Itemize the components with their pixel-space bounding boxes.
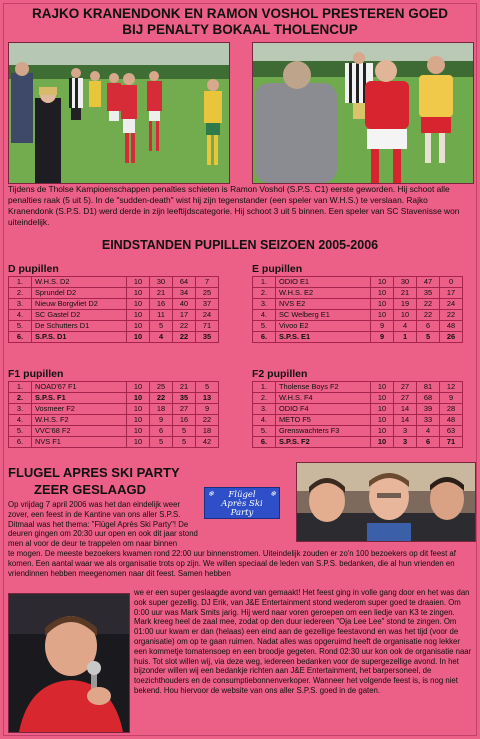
team-name-cell: ODIO E1 [276,277,371,288]
table-row [9,437,219,448]
team-name-cell: W.H.S. F4 [276,393,371,404]
stat-cell: 71 [196,321,219,332]
stat-cell: 10 [127,393,150,404]
stat-cell: 48 [440,321,463,332]
party-logo-badge [204,487,280,519]
rank-cell: 6. [253,332,276,343]
rank-cell: 1. [9,277,32,288]
table-row [253,415,463,426]
table-title-d-pupillen: D pupillen [8,263,59,275]
stat-cell: 16 [173,415,196,426]
team-name-cell: SC Welberg E1 [276,310,371,321]
team-name-cell: S.P.S. F1 [32,393,127,404]
stat-cell: 34 [173,288,196,299]
badge-line2: Après Ski [221,499,263,509]
stat-cell: 9 [150,415,173,426]
stat-cell: 3 [394,426,417,437]
stat-cell: 37 [196,299,219,310]
stat-cell: 10 [127,310,150,321]
rank-cell: 5. [9,426,32,437]
table-row [9,277,219,288]
team-name-cell: De Schutters D1 [32,321,127,332]
party-text-continued: we er een super geslaagde avond van gemaakt! Het feest ging in volle gang door en het was dan ook super gezellig. DJ Erik, van J&E Entertainment stond wederom super goed te draaien. Om 0:00 uur was Mark Smits jarig. Hij werd naar voren geroepen om een liedje van K3 te zingen. Mark kreeg heel de zaal mee, zodat op den duur iedereen "Oja Lee Lee" stond te zingen. Om 01:00 uur kwam er dan (helaas) een eind aan de gezellige feestavond en was het tijd (voor de organisatie) om op te gaan ruimen. Nadat alles was opgeruimd heeft de organisatie nog lekker een kommetje tomatensoep en een broodje gegeten. Rond 02:30 uur kon ook de organisatie naar huis. Tot slot willen wij, via deze weg, iedereen bedanken voor de supergezellige avond. In het bijzonder willen wij een bedankje richten aan J&E Entertainment, het barpersoneel, de toezichthouders en de consumptiebonnenverkoper. Wanneer het volgende feest is, is nog niet bekend. Hou hiervoor de website van ons aller S.P.S. goed in de gaten. [134,588,472,695]
rank-cell: 5. [9,321,32,332]
stat-cell: 19 [394,299,417,310]
stat-cell: 7 [196,277,219,288]
stat-cell: 0 [440,277,463,288]
stat-cell: 63 [440,426,463,437]
stat-cell: 10 [371,288,394,299]
table-title-f1-pupillen: F1 pupillen [8,368,64,380]
stat-cell: 9 [371,332,394,343]
article-title-line2: BIJ PENALTY BOKAAL THOLENCUP [122,22,358,37]
stat-cell: 18 [196,426,219,437]
stat-cell: 22 [150,393,173,404]
team-name-cell: NVS F1 [32,437,127,448]
stat-cell: 22 [417,299,440,310]
team-name-cell: ODIO F4 [276,404,371,415]
stat-cell: 4 [394,321,417,332]
rank-cell: 2. [9,288,32,299]
stat-cell: 27 [173,404,196,415]
team-name-cell: Vivoo E2 [276,321,371,332]
stat-cell: 26 [440,332,463,343]
stat-cell: 6 [150,426,173,437]
team-name-cell: S.P.S. E1 [276,332,371,343]
team-name-cell: Grenswachters F3 [276,426,371,437]
stat-cell: 5 [196,382,219,393]
stat-cell: 10 [371,382,394,393]
table-row [253,437,463,448]
stat-cell: 10 [127,299,150,310]
rank-cell: 4. [9,310,32,321]
stat-cell: 14 [394,415,417,426]
team-name-cell: W.H.S. D2 [32,277,127,288]
stat-cell: 10 [371,437,394,448]
team-name-cell: W.H.S. F2 [32,415,127,426]
snowflake-icon: ❄ [208,490,214,498]
standings-title: EINDSTANDEN PUPILLEN SEIZOEN 2005-2006 [101,238,379,252]
table-row [253,332,463,343]
stat-cell: 1 [394,332,417,343]
rank-cell: 6. [9,437,32,448]
stat-cell: 21 [394,288,417,299]
stat-cell: 22 [196,415,219,426]
stat-cell: 30 [150,277,173,288]
rank-cell: 4. [9,415,32,426]
stat-cell: 11 [150,310,173,321]
stat-cell: 10 [127,437,150,448]
stat-cell: 27 [394,382,417,393]
stat-cell: 22 [173,321,196,332]
rank-cell: 2. [253,393,276,404]
stat-cell: 42 [196,437,219,448]
badge-line1: Flügel [228,490,256,500]
rank-cell: 1. [253,277,276,288]
stat-cell: 35 [417,288,440,299]
table-row [9,299,219,310]
rank-cell: 1. [253,382,276,393]
stat-cell: 25 [150,382,173,393]
stat-cell: 4 [150,332,173,343]
stat-cell: 5 [173,426,196,437]
table-row [253,299,463,310]
stat-cell: 9 [371,321,394,332]
team-name-cell: METO F5 [276,415,371,426]
rank-cell: 6. [9,332,32,343]
table-row [9,321,219,332]
stat-cell: 48 [440,415,463,426]
stat-cell: 5 [150,437,173,448]
stat-cell: 13 [196,393,219,404]
team-name-cell: W.H.S. E2 [276,288,371,299]
team-name-cell: SC Gastel D2 [32,310,127,321]
stat-cell: 5 [150,321,173,332]
table-row [253,382,463,393]
stat-cell: 9 [196,404,219,415]
stat-cell: 39 [417,404,440,415]
stat-cell: 10 [127,288,150,299]
stat-cell: 10 [371,393,394,404]
party-title-line1: FLUGEL APRES SKI PARTY [8,465,180,480]
rank-cell: 4. [253,310,276,321]
stat-cell: 10 [127,426,150,437]
table-row [9,332,219,343]
snowflake-icon: ❄ [270,490,276,498]
table-row [9,310,219,321]
stat-cell: 10 [371,310,394,321]
table-row [253,393,463,404]
stat-cell: 10 [127,415,150,426]
party-title-line2: ZEER GESLAAGD [34,482,146,497]
stat-cell: 6 [417,437,440,448]
rank-cell: 1. [9,382,32,393]
table-row [9,404,219,415]
stat-cell: 22 [440,310,463,321]
stat-cell: 5 [173,437,196,448]
team-name-cell: S.P.S. D1 [32,332,127,343]
rank-cell: 3. [9,299,32,310]
team-name-cell: Tholense Boys F2 [276,382,371,393]
intro-paragraph: Tijdens de Tholse Kampioenschappen penalties schieten is Ramon Voshol (S.P.S. C1) eerste geworden. Hij schoot alle penalties raak (5 uit 5). In de "sudden-death" wist hij zijn tegenstander (een speler van W.H.S.) te verslaan. Rajko Kranendonk (S.P.S. D1) werd derde in zijn leeftijdscategorie. Hij schoot 3 uit 5 binnen. Een speler van SC Stavenisse won uiteindelijk. [8,184,460,227]
stat-cell: 10 [127,321,150,332]
stat-cell: 17 [440,288,463,299]
stat-cell: 21 [150,288,173,299]
photo-penalty-cup-team [8,42,230,184]
rank-cell: 2. [9,393,32,404]
stat-cell: 10 [371,404,394,415]
rank-cell: 2. [253,288,276,299]
photo-winner-with-cup [252,42,474,184]
table-title-f2-pupillen: F2 pupillen [252,368,308,380]
team-name-cell: Nieuw Borgvliet D2 [32,299,127,310]
team-name-cell: Vosmeer F2 [32,404,127,415]
team-name-cell: Sprundel D2 [32,288,127,299]
stat-cell: 10 [127,404,150,415]
party-text-intro: Op vrijdag 7 april 2006 was het dan eindelijk weer zover, een feest in de Kantine van ons aller S.P.S. Ditmaal was het thema: "Flügel Après Ski Party"! De deuren gingen om 20:30 uur open en ook dit jaar stond men al voor de deur te trappelen om naar binnen [8,500,198,549]
stat-cell: 30 [394,277,417,288]
table-row [9,382,219,393]
table-row [253,321,463,332]
stat-cell: 33 [417,415,440,426]
stat-cell: 10 [371,277,394,288]
article-title-line1: RAJKO KRANENDONK EN RAMON VOSHOL PRESTEREN GOED [31,6,449,21]
table-row [253,277,463,288]
stat-cell: 35 [173,393,196,404]
stat-cell: 40 [173,299,196,310]
stat-cell: 24 [440,299,463,310]
table-row [253,288,463,299]
stat-cell: 28 [440,404,463,415]
stat-cell: 10 [127,332,150,343]
stat-cell: 24 [196,310,219,321]
stat-cell: 22 [417,310,440,321]
stat-cell: 47 [417,277,440,288]
table-e-pupillen [252,276,463,343]
rank-cell: 4. [253,415,276,426]
rank-cell: 3. [253,299,276,310]
stat-cell: 9 [440,393,463,404]
stat-cell: 10 [127,382,150,393]
stat-cell: 5 [417,332,440,343]
table-row [9,393,219,404]
photo-party-guests [296,462,476,542]
stat-cell: 6 [417,321,440,332]
rank-cell: 3. [9,404,32,415]
stat-cell: 10 [371,426,394,437]
table-row [9,288,219,299]
stat-cell: 64 [173,277,196,288]
stat-cell: 68 [417,393,440,404]
stat-cell: 12 [440,382,463,393]
stat-cell: 10 [394,310,417,321]
stat-cell: 4 [417,426,440,437]
table-row [253,310,463,321]
stat-cell: 3 [394,437,417,448]
stat-cell: 16 [150,299,173,310]
stat-cell: 17 [173,310,196,321]
table-row [253,426,463,437]
stat-cell: 18 [150,404,173,415]
team-name-cell: NOAD'67 F1 [32,382,127,393]
stat-cell: 25 [196,288,219,299]
table-f1-pupillen [8,381,219,448]
rank-cell: 5. [253,426,276,437]
team-name-cell: S.P.S. F2 [276,437,371,448]
stat-cell: 22 [173,332,196,343]
table-d-pupillen [8,276,219,343]
party-text-middle: te mogen. De meeste bezoekers kwamen rond 22:00 uur binnenstromen. Uiteindelijk zouden er zo'n 100 bezoekers op dit feest af komen. Een aantal waar we als organisatie trots op zijn. We willen speciaal de leden van S.P.S. bedanken, die al hun vrienden en vriendinnen hebben meegenomen naar dit feest. Samen hebben [8,549,456,578]
stat-cell: 27 [394,393,417,404]
team-name-cell: VVC'68 F2 [32,426,127,437]
rank-cell: 6. [253,437,276,448]
stat-cell: 10 [127,277,150,288]
table-row [253,404,463,415]
stat-cell: 14 [394,404,417,415]
table-row [9,415,219,426]
rank-cell: 3. [253,404,276,415]
table-f2-pupillen [252,381,463,448]
badge-line3: Party [230,508,254,518]
table-title-e-pupillen: E pupillen [252,263,303,275]
photo-singer [8,593,130,733]
stat-cell: 81 [417,382,440,393]
stat-cell: 71 [440,437,463,448]
rank-cell: 5. [253,321,276,332]
stat-cell: 35 [196,332,219,343]
stat-cell: 10 [371,415,394,426]
table-row [9,426,219,437]
stat-cell: 10 [371,299,394,310]
stat-cell: 21 [173,382,196,393]
team-name-cell: NVS E2 [276,299,371,310]
